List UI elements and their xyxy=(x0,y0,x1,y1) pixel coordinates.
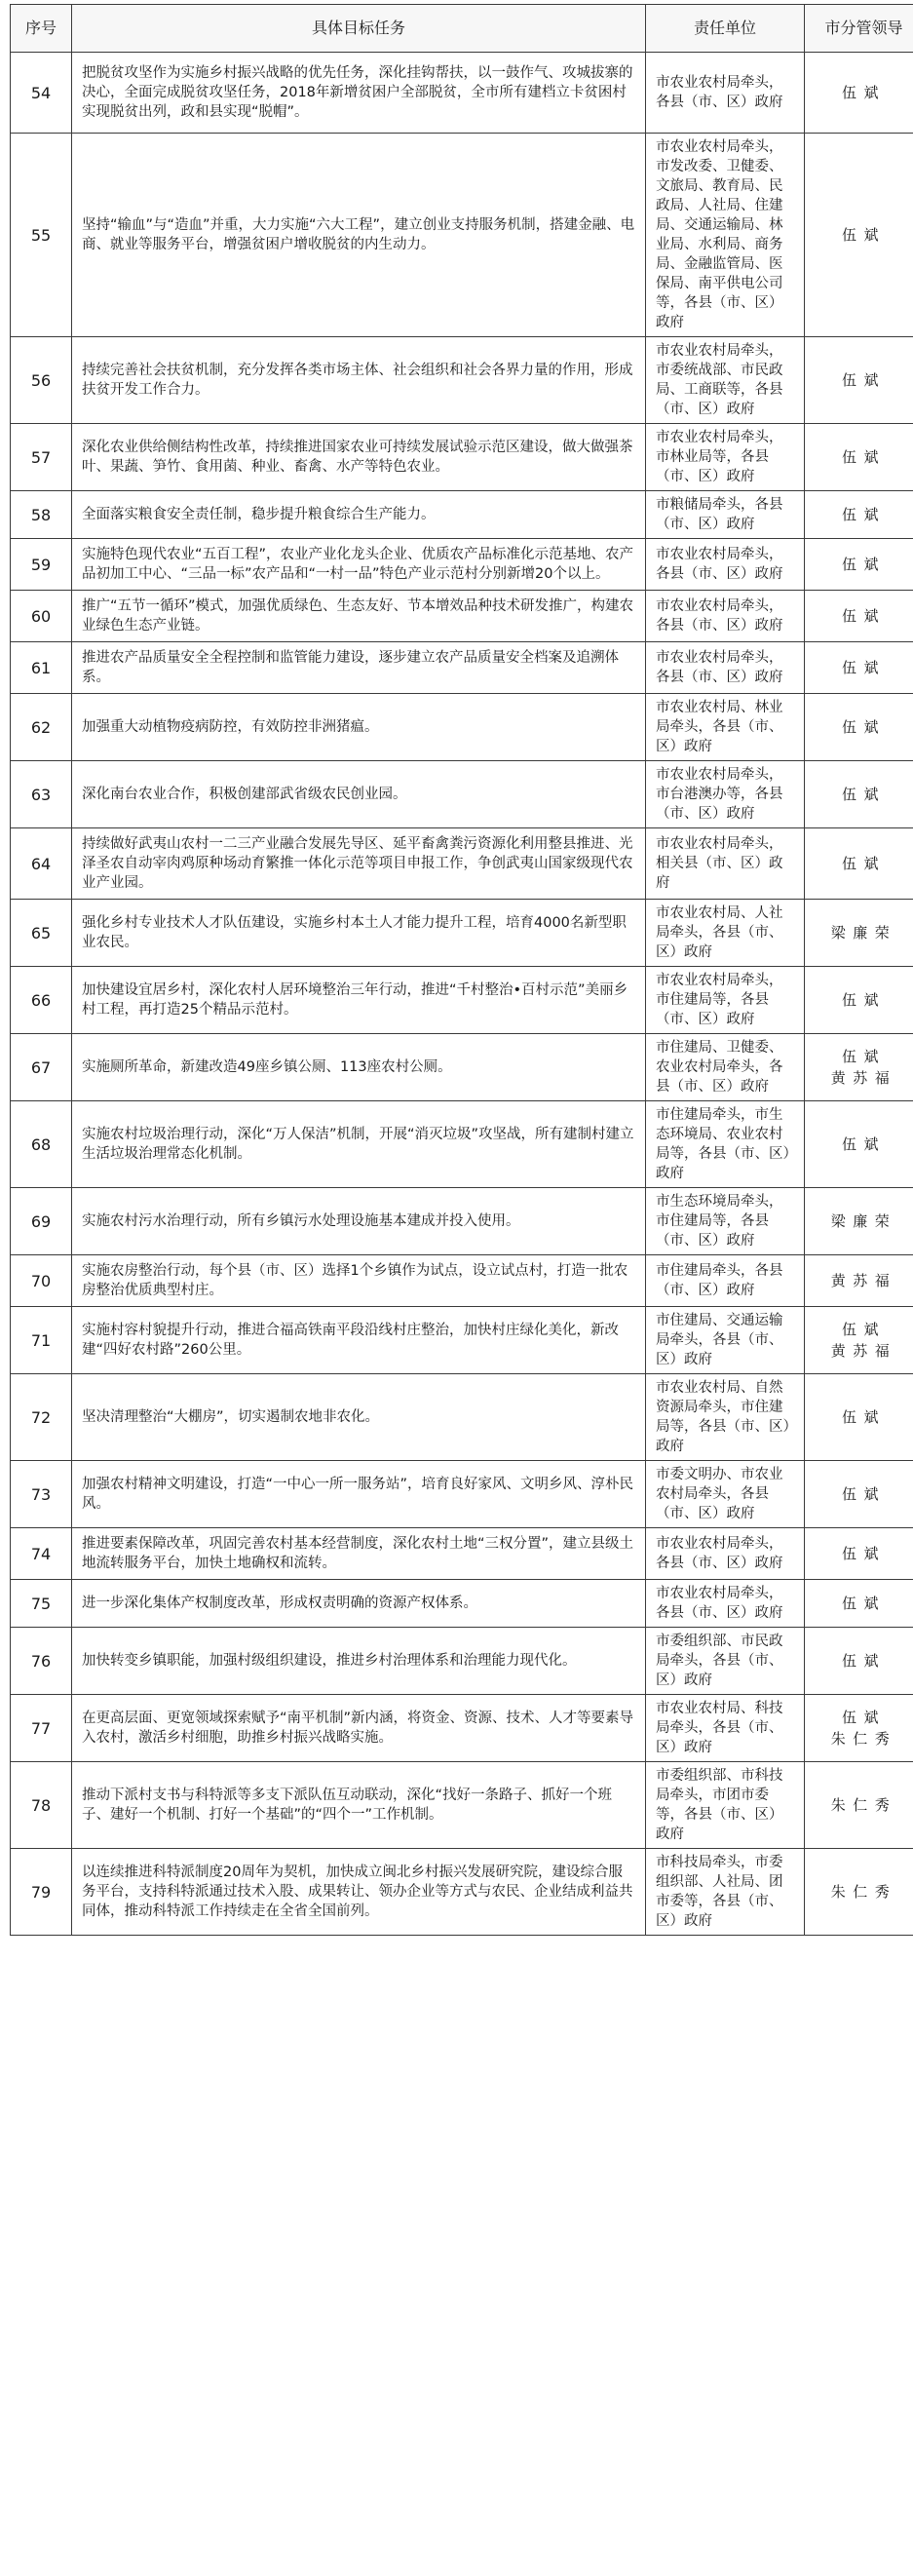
row-leader: 伍斌 黄苏福 xyxy=(805,1034,913,1101)
table-row xyxy=(11,900,913,967)
table-row xyxy=(11,1188,913,1255)
row-leader: 伍斌 xyxy=(805,424,913,491)
row-task: 把脱贫攻坚作为实施乡村振兴战略的优先任务，深化挂钩帮扶，以一鼓作气、攻城拔寨的决心，全面完成脱贫攻坚任务，2018年新增贫困户全部脱贫，全市所有建档立卡贫困村实现脱贫出列，政和县实现“脱帽”。 xyxy=(72,53,646,134)
row-leader: 伍斌 黄苏福 xyxy=(805,1307,913,1374)
row-task: 加强农村精神文明建设，打造“一中心一所一服务站”，培育良好家风、文明乡风、淳朴民风。 xyxy=(72,1461,646,1528)
table-row xyxy=(11,539,913,591)
row-leader: 梁廉荣 xyxy=(805,1188,913,1255)
row-leader: 伍斌 xyxy=(805,53,913,134)
row-number: 56 xyxy=(11,337,72,424)
table-row xyxy=(11,1374,913,1461)
row-task: 实施特色现代农业“五百工程”，农业产业化龙头企业、优质农产品标准化示范基地、农产品初加工中心、“三品一标”农产品和“一村一品”特色产业示范村分别新增20个以上。 xyxy=(72,539,646,591)
row-leader: 朱仁秀 xyxy=(805,1762,913,1849)
table-row xyxy=(11,642,913,694)
row-task: 实施农房整治行动，每个县（市、区）选择1个乡镇作为试点，设立试点村，打造一批农房整治优质典型村庄。 xyxy=(72,1255,646,1307)
row-responsible-unit: 市农业农村局牵头，市发改委、卫健委、文旅局、教育局、民政局、人社局、住建局、交通运输局、林业局、水利局、商务局、金融监管局、医保局、南平供电公司等，各县（市、区）政府 xyxy=(646,134,805,337)
table-row xyxy=(11,967,913,1034)
row-number: 66 xyxy=(11,967,72,1034)
row-task: 全面落实粮食安全责任制，稳步提升粮食综合生产能力。 xyxy=(72,491,646,539)
row-responsible-unit: 市农业农村局牵头，市住建局等，各县（市、区）政府 xyxy=(646,967,805,1034)
row-responsible-unit: 市住建局、卫健委、农业农村局牵头，各县（市、区）政府 xyxy=(646,1034,805,1101)
row-responsible-unit: 市农业农村局牵头，市台港澳办等，各县（市、区）政府 xyxy=(646,761,805,828)
table-row xyxy=(11,1101,913,1188)
task-table xyxy=(10,4,913,1936)
row-leader: 黄苏福 xyxy=(805,1255,913,1307)
row-responsible-unit: 市生态环境局牵头，市住建局等，各县（市、区）政府 xyxy=(646,1188,805,1255)
row-task: 加快转变乡镇职能，加强村级组织建设，推进乡村治理体系和治理能力现代化。 xyxy=(72,1628,646,1695)
row-task: 持续做好武夷山农村一二三产业融合发展先导区、延平畜禽粪污资源化利用整县推进、光泽圣农自动宰肉鸡原种场动育繁推一体化示范等项目申报工作，争创武夷山国家级现代农业产业园。 xyxy=(72,828,646,900)
row-task: 进一步深化集体产权制度改革，形成权责明确的资源产权体系。 xyxy=(72,1580,646,1628)
row-responsible-unit: 市农业农村局牵头，各县（市、区）政府 xyxy=(646,539,805,591)
table-row xyxy=(11,1307,913,1374)
row-responsible-unit: 市农业农村局牵头，各县（市、区）政府 xyxy=(646,591,805,642)
row-task: 坚持“输血”与“造血”并重，大力实施“六大工程”，建立创业支持服务机制，搭建金融、电商、就业等服务平台，增强贫困户增收脱贫的内生动力。 xyxy=(72,134,646,337)
table-row xyxy=(11,1628,913,1695)
row-leader: 伍斌 xyxy=(805,337,913,424)
header-row xyxy=(11,5,913,53)
row-leader: 伍斌 xyxy=(805,828,913,900)
header-unit: 责任单位 xyxy=(646,5,805,53)
row-task: 持续完善社会扶贫机制，充分发挥各类市场主体、社会组织和社会各界力量的作用，形成扶贫开发工作合力。 xyxy=(72,337,646,424)
row-number: 54 xyxy=(11,53,72,134)
row-number: 63 xyxy=(11,761,72,828)
row-number: 68 xyxy=(11,1101,72,1188)
row-leader: 伍斌 xyxy=(805,539,913,591)
row-task: 深化农业供给侧结构性改革，持续推进国家农业可持续发展试验示范区建设，做大做强茶叶、果蔬、笋竹、食用菌、种业、畜禽、水产等特色农业。 xyxy=(72,424,646,491)
row-number: 64 xyxy=(11,828,72,900)
row-task: 推广“五节一循环”模式，加强优质绿色、生态友好、节本增效品种技术研发推广，构建农业绿色生态产业链。 xyxy=(72,591,646,642)
row-leader: 伍斌 xyxy=(805,967,913,1034)
row-number: 77 xyxy=(11,1695,72,1762)
row-task: 实施农村污水治理行动，所有乡镇污水处理设施基本建成并投入使用。 xyxy=(72,1188,646,1255)
row-number: 62 xyxy=(11,694,72,761)
row-number: 61 xyxy=(11,642,72,694)
table-row xyxy=(11,1528,913,1580)
table-row xyxy=(11,1695,913,1762)
row-leader: 伍斌 xyxy=(805,761,913,828)
row-leader: 伍斌 xyxy=(805,591,913,642)
row-responsible-unit: 市科技局牵头，市委组织部、人社局、团市委等，各县（市、区）政府 xyxy=(646,1849,805,1936)
row-leader: 伍斌 xyxy=(805,491,913,539)
table-row xyxy=(11,1580,913,1628)
header-leader: 市分管领导 xyxy=(805,5,913,53)
row-leader: 伍斌 xyxy=(805,134,913,337)
row-task: 加强重大动植物疫病防控，有效防控非洲猪瘟。 xyxy=(72,694,646,761)
table-row xyxy=(11,694,913,761)
row-task: 强化乡村专业技术人才队伍建设，实施乡村本土人才能力提升工程，培育4000名新型职业农民。 xyxy=(72,900,646,967)
header-task: 具体目标任务 xyxy=(72,5,646,53)
table-row xyxy=(11,1762,913,1849)
row-responsible-unit: 市农业农村局、林业局牵头，各县（市、区）政府 xyxy=(646,694,805,761)
row-task: 以连续推进科特派制度20周年为契机，加快成立闽北乡村振兴发展研究院，建设综合服务平台，支持科特派通过技术入股、成果转让、领办企业等方式与农民、企业结成利益共同体，推动科特派工作持续走在全省全国前列。 xyxy=(72,1849,646,1936)
row-leader: 伍斌 xyxy=(805,694,913,761)
row-leader: 伍斌 xyxy=(805,1628,913,1695)
row-number: 74 xyxy=(11,1528,72,1580)
row-task: 深化南台农业合作，积极创建部武省级农民创业园。 xyxy=(72,761,646,828)
table-row xyxy=(11,491,913,539)
row-number: 67 xyxy=(11,1034,72,1101)
row-number: 65 xyxy=(11,900,72,967)
table-row xyxy=(11,828,913,900)
row-responsible-unit: 市农业农村局牵头，各县（市、区）政府 xyxy=(646,1528,805,1580)
table-row xyxy=(11,1461,913,1528)
row-task: 实施农村垃圾治理行动，深化“万人保洁”机制，开展“消灭垃圾”攻坚战，所有建制村建立生活垃圾治理常态化机制。 xyxy=(72,1101,646,1188)
row-responsible-unit: 市委组织部、市科技局牵头，市团市委等，各县（市、区）政府 xyxy=(646,1762,805,1849)
row-responsible-unit: 市粮储局牵头，各县（市、区）政府 xyxy=(646,491,805,539)
row-leader: 伍斌 朱仁秀 xyxy=(805,1695,913,1762)
row-number: 70 xyxy=(11,1255,72,1307)
row-number: 72 xyxy=(11,1374,72,1461)
row-leader: 伍斌 xyxy=(805,1461,913,1528)
row-number: 58 xyxy=(11,491,72,539)
row-number: 78 xyxy=(11,1762,72,1849)
table-row xyxy=(11,1849,913,1936)
row-leader: 伍斌 xyxy=(805,1101,913,1188)
row-task: 实施厕所革命，新建改造49座乡镇公厕、113座农村公厕。 xyxy=(72,1034,646,1101)
row-number: 55 xyxy=(11,134,72,337)
table-row xyxy=(11,134,913,337)
row-responsible-unit: 市委组织部、市民政局牵头，各县（市、区）政府 xyxy=(646,1628,805,1695)
row-leader: 伍斌 xyxy=(805,642,913,694)
row-leader: 朱仁秀 xyxy=(805,1849,913,1936)
row-responsible-unit: 市农业农村局牵头，各县（市、区）政府 xyxy=(646,642,805,694)
row-responsible-unit: 市委文明办、市农业农村局牵头，各县（市、区）政府 xyxy=(646,1461,805,1528)
row-number: 75 xyxy=(11,1580,72,1628)
row-responsible-unit: 市农业农村局牵头，市委统战部、市民政局、工商联等，各县（市、区）政府 xyxy=(646,337,805,424)
row-task: 推动下派村支书与科特派等多支下派队伍互动联动，深化“找好一条路子、抓好一个班子、建好一个机制、打好一个基础”的“四个一”工作机制。 xyxy=(72,1762,646,1849)
table-header xyxy=(11,5,913,53)
row-number: 76 xyxy=(11,1628,72,1695)
row-leader: 伍斌 xyxy=(805,1580,913,1628)
row-leader: 梁廉荣 xyxy=(805,900,913,967)
row-number: 71 xyxy=(11,1307,72,1374)
row-number: 73 xyxy=(11,1461,72,1528)
row-responsible-unit: 市农业农村局牵头，各县（市、区）政府 xyxy=(646,1580,805,1628)
row-responsible-unit: 市住建局、交通运输局牵头，各县（市、区）政府 xyxy=(646,1307,805,1374)
row-responsible-unit: 市农业农村局、自然资源局牵头，市住建局等，各县（市、区）政府 xyxy=(646,1374,805,1461)
row-leader: 伍斌 xyxy=(805,1374,913,1461)
row-task: 在更高层面、更宽领域探索赋予“南平机制”新内涵，将资金、资源、技术、人才等要素导入农村，激活乡村细胞，助推乡村振兴战略实施。 xyxy=(72,1695,646,1762)
row-task: 加快建设宜居乡村，深化农村人居环境整治三年行动，推进“千村整治•百村示范”美丽乡村工程，再打造25个精品示范村。 xyxy=(72,967,646,1034)
row-responsible-unit: 市农业农村局牵头，市林业局等，各县（市、区）政府 xyxy=(646,424,805,491)
row-task: 推进农产品质量安全全程控制和监管能力建设，逐步建立农产品质量安全档案及追溯体系。 xyxy=(72,642,646,694)
row-responsible-unit: 市住建局牵头，市生态环境局、农业农村局等，各县（市、区）政府 xyxy=(646,1101,805,1188)
row-responsible-unit: 市农业农村局、人社局牵头，各县（市、区）政府 xyxy=(646,900,805,967)
row-number: 60 xyxy=(11,591,72,642)
row-number: 69 xyxy=(11,1188,72,1255)
table-row xyxy=(11,1034,913,1101)
table-row xyxy=(11,424,913,491)
header-no: 序号 xyxy=(11,5,72,53)
row-number: 79 xyxy=(11,1849,72,1936)
row-task: 坚决清理整治“大棚房”，切实遏制农地非农化。 xyxy=(72,1374,646,1461)
table-row xyxy=(11,591,913,642)
row-number: 59 xyxy=(11,539,72,591)
table-row xyxy=(11,337,913,424)
row-number: 57 xyxy=(11,424,72,491)
row-leader: 伍斌 xyxy=(805,1528,913,1580)
row-task: 实施村容村貌提升行动，推进合福高铁南平段沿线村庄整治，加快村庄绿化美化，新改建“四好农村路”260公里。 xyxy=(72,1307,646,1374)
row-task: 推进要素保障改革，巩固完善农村基本经营制度，深化农村土地“三权分置”，建立县级土地流转服务平台，加快土地确权和流转。 xyxy=(72,1528,646,1580)
table-body xyxy=(11,53,913,1936)
table-row xyxy=(11,1255,913,1307)
row-responsible-unit: 市农业农村局、科技局牵头，各县（市、区）政府 xyxy=(646,1695,805,1762)
row-responsible-unit: 市农业农村局牵头，相关县（市、区）政府 xyxy=(646,828,805,900)
row-responsible-unit: 市住建局牵头，各县（市、区）政府 xyxy=(646,1255,805,1307)
table-row xyxy=(11,761,913,828)
row-responsible-unit: 市农业农村局牵头，各县（市、区）政府 xyxy=(646,53,805,134)
table-row xyxy=(11,53,913,134)
